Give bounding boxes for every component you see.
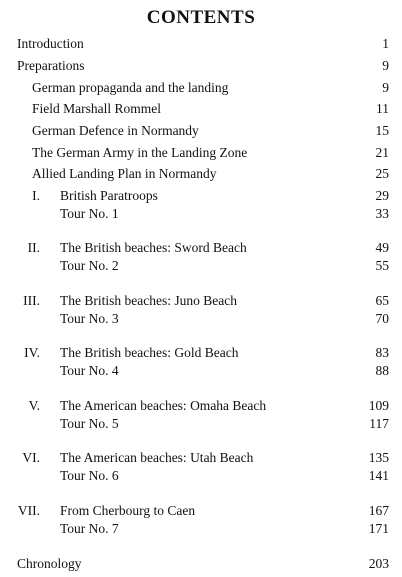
toc-entry-text: The British beaches: Gold Beach [60,345,239,360]
toc-page-number: 171 [368,521,389,536]
toc-chapter-number: III. [23,293,40,308]
toc-chapter-number: I. [32,188,40,203]
toc-page-number: 88 [375,363,389,378]
toc-entry-text: The German Army in the Landing Zone [32,145,248,160]
toc-page-number: 141 [368,468,389,483]
toc-tour-2 [0,258,402,274]
toc-tour-5 [0,416,402,432]
toc-entry-text: Chronology [17,556,82,571]
toc-page-number: 9 [382,80,389,95]
toc-entry-german-army [0,145,402,161]
toc-page-number: 117 [369,416,389,431]
toc-chapter-2 [0,240,402,256]
toc-entry-text: The British beaches: Sword Beach [60,240,247,255]
toc-chapter-number: VI. [22,450,40,465]
toc-chapter-6 [0,450,402,466]
toc-entry-german-propaganda [0,80,402,96]
toc-entry-text: Tour No. 2 [60,258,119,273]
toc-chapter-4 [0,345,402,361]
toc-page-number: 83 [375,345,389,360]
toc-entry-text: The American beaches: Omaha Beach [60,398,267,413]
toc-chapter-3 [0,293,402,309]
toc-page-number: 65 [375,293,389,308]
toc-entry-text: The British beaches: Juno Beach [60,293,237,308]
toc-tour-1 [0,206,402,222]
toc-page-number: 33 [375,206,389,221]
toc-tour-4 [0,363,402,379]
toc-tour-6 [0,468,402,484]
toc-entry-rommel [0,101,402,117]
toc-entry-text: Tour No. 4 [60,363,119,378]
page-title: CONTENTS [146,7,256,28]
toc-page-number: 29 [375,188,389,203]
toc-entry-text: German propaganda and the landing [32,80,229,95]
toc-tour-7 [0,521,402,537]
toc-chapter-1 [0,188,402,204]
toc-page-number: 55 [375,258,389,273]
toc-entry-text: German Defence in Normandy [32,123,199,138]
toc-entry-text: Tour No. 1 [60,206,119,221]
toc-chapter-5 [0,398,402,414]
toc-tour-3 [0,311,402,327]
toc-entry-text: Tour No. 3 [60,311,119,326]
toc-chapter-number: V. [28,398,40,413]
toc-entry-text: Tour No. 7 [60,521,119,536]
toc-entry-text: Tour No. 6 [60,468,119,483]
toc-page-number: 167 [368,503,389,518]
toc-entry-allied-plan [0,166,402,182]
toc-page-number: 203 [368,556,389,571]
toc-chapter-7 [0,503,402,519]
toc-entry-preparations [0,58,402,74]
toc-page-number: 70 [375,311,389,326]
toc-chapter-number: II. [27,240,40,255]
toc-chapter-number: IV. [24,345,40,360]
toc-page-number: 109 [368,398,389,413]
toc-page-number: 21 [375,145,389,160]
toc-entry-text: Introduction [17,36,84,51]
toc-entry-text: British Paratroops [60,188,158,203]
toc-page-number: 15 [375,123,389,138]
toc-entry-german-defence [0,123,402,139]
toc-entry-text: Tour No. 5 [60,416,119,431]
toc-page-number: 49 [375,240,389,255]
toc-page-number: 11 [376,101,389,116]
toc-page-number: 1 [382,36,389,51]
toc-entry-text: Allied Landing Plan in Normandy [32,166,217,181]
toc-entry-text: Field Marshall Rommel [32,101,161,116]
toc-entry-text: Preparations [17,58,85,73]
toc-entry-introduction [0,36,402,52]
toc-page-number: 9 [382,58,389,73]
toc-chapter-number: VII. [17,503,40,518]
toc-entry-text: The American beaches: Utah Beach [60,450,254,465]
toc-page-number: 135 [368,450,389,465]
toc-entry-chronology [0,556,402,572]
toc-entry-text: From Cherbourg to Caen [60,503,196,518]
toc-page-number: 25 [375,166,389,181]
